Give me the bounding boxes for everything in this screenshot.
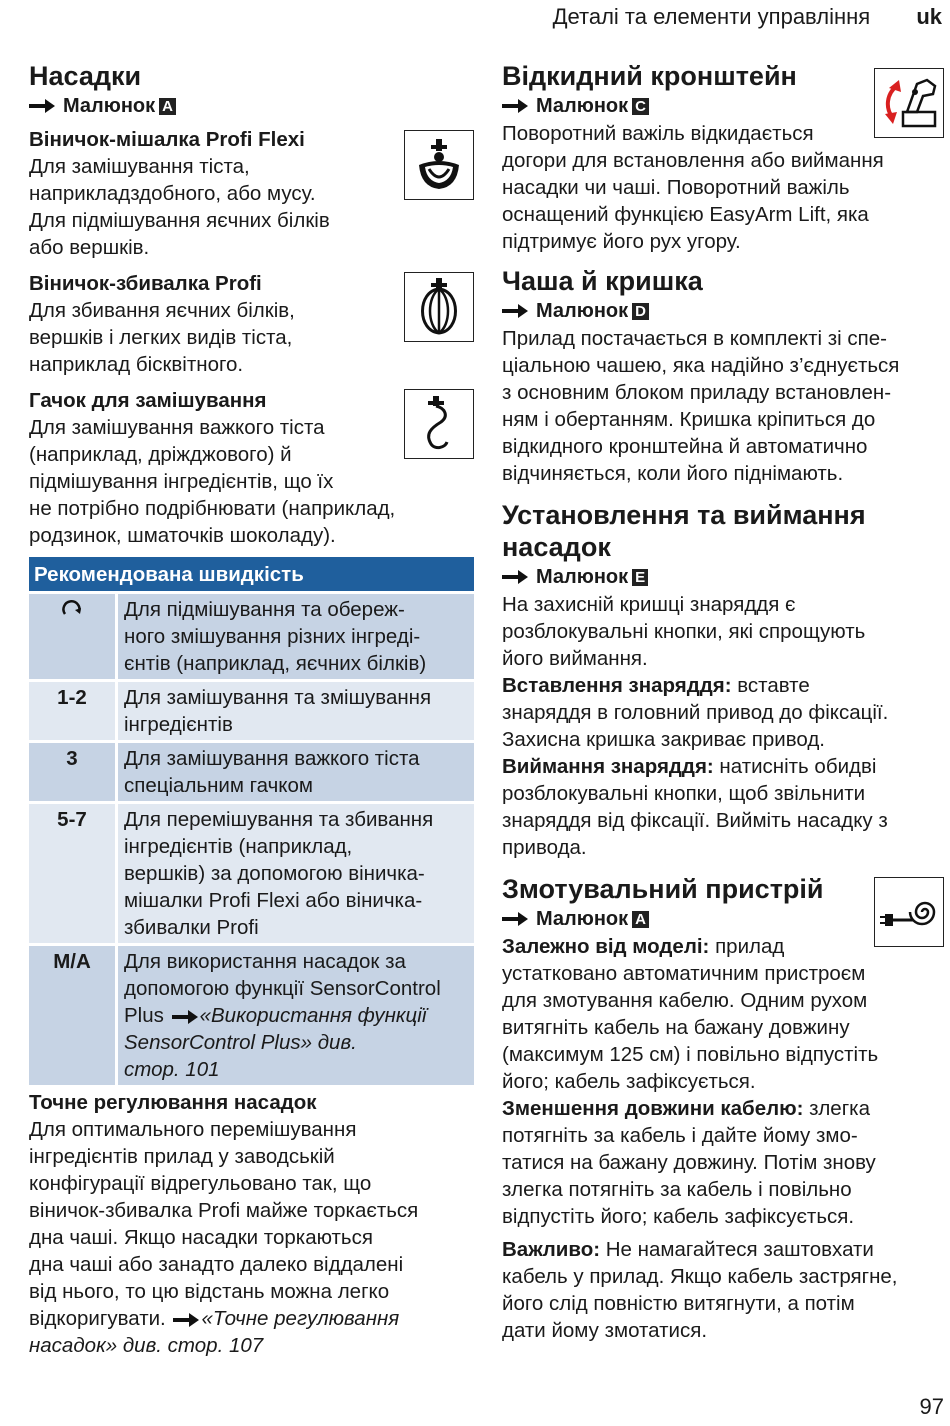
section-heading-cont: насадок bbox=[502, 532, 611, 562]
right-column bbox=[502, 60, 944, 1344]
figure-ref: Малюнок A bbox=[29, 92, 474, 120]
table-header: Рекомендована швидкість bbox=[29, 557, 474, 593]
page-number: 97 bbox=[919, 1394, 944, 1419]
section-heading: Установлення та виймання bbox=[502, 500, 866, 530]
speed-description: Для замішування важкого тіста спеціальним гачком bbox=[117, 742, 475, 803]
swivel-arm-icon bbox=[874, 68, 944, 138]
figure-letter: D bbox=[632, 303, 649, 320]
arrow-icon bbox=[29, 99, 55, 113]
install-section: Установлення та виймання насадок Малюнок E На захисній кришці знаряддя є розблокувальні кнопки, які спрощують його виймання. Вставлення знаряддя: вставте знаряддя в головний привод до фіксації. Захисна кришка закриває привод. Виймання знаряддя: натисніть обидві розблокувальні кнопки, щоб звільнити знаряддя від фіксації. Вийміть насадку з привода. bbox=[502, 499, 944, 861]
speed-table bbox=[29, 557, 474, 1085]
section-title: Точне регулювання насадок bbox=[29, 1091, 317, 1114]
left-column bbox=[29, 60, 474, 1359]
speed-description: Для перемішування та збивання інгредієнтів (наприклад, вершків) за допомогою віничка- мішалки Profi Flexi або віничка- збивалки Profi bbox=[117, 803, 475, 945]
table-row bbox=[29, 742, 474, 803]
table-row bbox=[29, 945, 474, 1086]
figure-ref: Малюнок A bbox=[502, 905, 874, 933]
item-title: Гачок для замішування bbox=[29, 389, 267, 412]
figure-letter: C bbox=[632, 98, 649, 115]
arrow-icon bbox=[502, 304, 528, 318]
cord-rewind-icon bbox=[874, 877, 944, 947]
beater-whisk-icon bbox=[404, 272, 474, 342]
swivel-arm-section: Відкидний кронштейн Малюнок C Поворотний важіль відкидається догори для встановлення або виймання насадки чи чаші. Поворотний важіль оснащений функцією EasyArm Lift, яка підтримує його рух угору. bbox=[502, 60, 944, 255]
dough-hook-icon bbox=[404, 389, 474, 459]
speed-description: Для підмішування та обереж- ного змішування різних інгреді- єнтів (наприклад, яєчних білків) bbox=[117, 593, 475, 681]
speed-key: M/A bbox=[29, 945, 117, 1086]
attachment-item: Віничок-мішалка Profi Flexi Для замішування тіста, наприкладздобного, або мусу. Для підмішування яєчних білків або вершків. bbox=[29, 126, 474, 261]
figure-letter: A bbox=[632, 911, 649, 928]
figure-ref: Малюнок D bbox=[502, 297, 944, 325]
arrow-icon bbox=[502, 99, 528, 113]
speed-description: Для використання насадок за допомогою функції SensorControl Plus «Використання функції SensorControl Plus» див. стор. 101 bbox=[117, 945, 475, 1086]
attachment-item: Гачок для замішування Для замішування важкого тіста (наприклад, дріжджового) й підмішування інгредієнтів, що їх не потрібно подрібнювати (наприклад, родзинок, шматочків шоколаду). bbox=[29, 387, 474, 549]
arrow-icon bbox=[173, 1313, 199, 1327]
section-heading: Чаша й кришка bbox=[502, 266, 703, 296]
figure-ref: Малюнок E bbox=[502, 563, 944, 591]
flexi-whisk-icon bbox=[404, 130, 474, 200]
header-language: uk bbox=[916, 4, 942, 29]
cord-rewind-section: Змотувальний пристрій Малюнок A Залежно від моделі: прилад устатковано автоматичним пристроєм для змотування кабелю. Одним рухом витягніть кабель на бажану довжину (максимум 125 см) і повільно відпустіть його; кабель зафіксується. Зменшення довжини кабелю: злегка потягніть за кабель і дайте йому змо- татися на бажану довжину. Потім знову злегка потягніть за кабель і повільно відпустіть його; кабель зафіксується. Важливо: Не намагайтеся заштовхати кабель у прилад. Якщо кабель застрягне, його слід повністю витягнути, а потім дати йому змотатися. bbox=[502, 873, 944, 1344]
speed-key: 5-7 bbox=[29, 803, 117, 945]
arrow-icon bbox=[502, 570, 528, 584]
arrow-icon bbox=[172, 1010, 198, 1024]
table-row bbox=[29, 803, 474, 945]
fine-adjustment-section: Точне регулювання насадок Для оптимального перемішування інгредієнтів прилад у заводській конфігурації відрегульовано так, що віничок-збивалка Profi майже торкається дна чаші. Якщо насадки торкаються дна чаші або занадто далеко віддалені від нього, то цю відстань можна легко відкоригувати. «Точне регулювання насадок» див. стор. 107 bbox=[29, 1089, 474, 1359]
speed-description: Для замішування та змішування інгредієнтів bbox=[117, 681, 475, 742]
speed-key: 3 bbox=[29, 742, 117, 803]
pulse-icon bbox=[61, 600, 83, 618]
item-title: Віничок-мішалка Profi Flexi bbox=[29, 128, 305, 151]
section-heading: Змотувальний пристрій bbox=[502, 874, 824, 904]
attachment-item: Віничок-збивалка Profi Для збивання яєчних білків, вершків і легких видів тіста, наприклад бісквітного. bbox=[29, 270, 474, 378]
figure-ref: Малюнок C bbox=[502, 92, 874, 120]
table-row bbox=[29, 593, 474, 681]
attachments-heading: Насадки bbox=[29, 61, 142, 91]
table-row bbox=[29, 681, 474, 742]
speed-key: 1-2 bbox=[29, 681, 117, 742]
item-title: Віничок-збивалка Profi bbox=[29, 272, 262, 295]
figure-letter: E bbox=[632, 569, 648, 586]
figure-letter: A bbox=[159, 98, 176, 115]
section-heading: Відкидний кронштейн bbox=[502, 61, 797, 91]
running-header bbox=[553, 4, 942, 30]
bowl-lid-section: Чаша й кришка Малюнок D Прилад постачається в комплекті зі спе- ціальною чашею, яка надійно з’єднується з основним блоком приладу встановлен- ням і обертанням. Кришка кріпиться до відкидного кронштейна й автоматично відчиняється, коли його піднімають. bbox=[502, 265, 944, 487]
header-title: Деталі та елементи управління bbox=[552, 4, 871, 29]
speed-key bbox=[29, 593, 117, 681]
arrow-icon bbox=[502, 912, 528, 926]
